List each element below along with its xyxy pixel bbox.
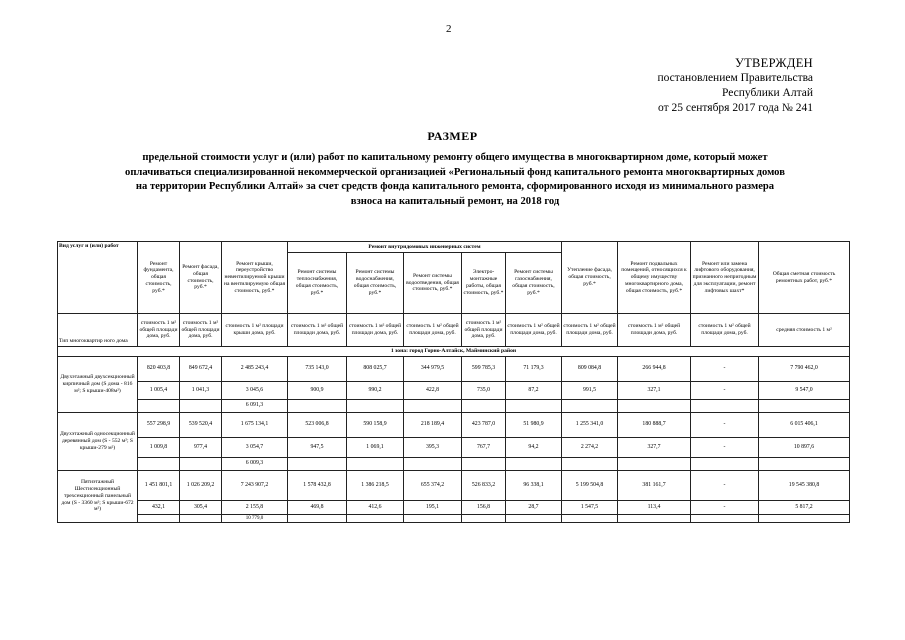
table-cell: 808 025,7 — [347, 356, 404, 381]
row-header-title: Тип многоквартир ного дома — [58, 314, 138, 347]
table-cell: 344 979,5 — [404, 356, 462, 381]
table-cell: 6 015 406,1 — [759, 412, 850, 437]
table-cell: 422,8 — [404, 381, 462, 399]
table-cell: 113,4 — [618, 500, 691, 514]
table-cell: 180 888,7 — [618, 412, 691, 437]
table-cell: 7 790 462,0 — [759, 356, 850, 381]
table-cell: 9 547,0 — [759, 381, 850, 399]
table-cell: 305,4 — [180, 500, 222, 514]
table-cell: 735,0 — [462, 381, 506, 399]
page-number: 2 — [446, 23, 452, 35]
house-type-label: Двухэтажный двухсекционный кирпичный дом (S дома - 816 м²; S крыши-408м²) — [58, 356, 138, 412]
table-cell: 195,1 — [404, 500, 462, 514]
table-cell: 1 451 801,1 — [138, 470, 180, 500]
table-cell: 87,2 — [506, 381, 562, 399]
col-header: Ремонт или замена лифтового оборудования, признанного непригодным для эксплуатации, ремонт лифтовых шахт* — [691, 242, 759, 314]
table-cell: 432,1 — [138, 500, 180, 514]
col-header: Ремонт системы газоснабжения, общая стоимость, руб.* — [506, 253, 562, 314]
table-cell: 655 374,2 — [404, 470, 462, 500]
table-cell: 2 155,8 — [222, 500, 288, 514]
col-header: Ремонт системы теплоснабжения, общая стоимость, руб.* — [288, 253, 347, 314]
approval-title: УТВЕРЖДЕН — [734, 56, 813, 70]
table-cell: - — [691, 470, 759, 500]
col-header: Ремонт фасада, общая стоимость, руб.* — [180, 242, 222, 314]
table-cell: 5 817,2 — [759, 500, 850, 514]
table-cell: - — [691, 437, 759, 457]
table-cell: 51 980,9 — [506, 412, 562, 437]
approval-line-2: Республики Алтай — [721, 87, 813, 99]
doc-title: РАЗМЕР — [427, 129, 478, 143]
table-cell: 900,9 — [288, 381, 347, 399]
table-cell: 218 189,4 — [404, 412, 462, 437]
col-header: Утепление фасада, общая стоимость, руб.* — [562, 242, 618, 314]
table-cell: - — [691, 356, 759, 381]
col-header: Ремонт системы водоотведения, общая стоимость, руб.* — [404, 253, 462, 314]
unit-header: стоимость 1 м² общей площади дома, руб. — [180, 314, 222, 347]
subtitle-line: взноса на капитальный ремонт, на 2018 год — [350, 195, 560, 207]
table-cell: 10 779,0 — [222, 514, 288, 522]
table-cell: 3 045,6 — [222, 381, 288, 399]
table-cell: 1 578 432,8 — [288, 470, 347, 500]
table-cell: 19 545 380,8 — [759, 470, 850, 500]
table-cell: 1 547,5 — [562, 500, 618, 514]
table-cell: 3 054,7 — [222, 437, 288, 457]
table-cell: 523 006,8 — [288, 412, 347, 437]
unit-header: стоимость 1 м² общей площади дома, руб. — [347, 314, 404, 347]
table-cell: 735 143,0 — [288, 356, 347, 381]
table-cell: 423 787,0 — [462, 412, 506, 437]
table-cell: 266 944,8 — [618, 356, 691, 381]
unit-header: средняя стоимость 1 м² — [759, 314, 850, 347]
table-cell: - — [691, 381, 759, 399]
table-cell: 1 675 134,1 — [222, 412, 288, 437]
table-cell: 94,2 — [506, 437, 562, 457]
col-header: Ремонт подвальных помещений, относящихся к общему имуществу многоквартирного дома, общая стоимость, руб.* — [618, 242, 691, 314]
approval-block — [657, 56, 813, 116]
subtitle-line: на территории Республики Алтай» за счет средств фонда капитального ремонта, сформированного исходя из минимального размера — [135, 181, 775, 192]
table-cell: 469,8 — [288, 500, 347, 514]
cost-table — [57, 241, 850, 523]
table-cell: 849 672,4 — [180, 356, 222, 381]
col-header: Ремонт фундамента, общая стоимость, руб.* — [138, 242, 180, 314]
unit-header: стоимость 1 м² общей площади дома, руб. — [462, 314, 506, 347]
table-cell: 327,1 — [618, 381, 691, 399]
table-cell: 1 041,3 — [180, 381, 222, 399]
unit-header: стоимость 1 м² общей площади дома, руб. — [404, 314, 462, 347]
col-header: Электро-монтажные работы, общая стоимость, руб.* — [462, 253, 506, 314]
table-cell: 1 005,4 — [138, 381, 180, 399]
table-cell: 590 158,9 — [347, 412, 404, 437]
table-cell: 526 833,2 — [462, 470, 506, 500]
table-cell: 947,5 — [288, 437, 347, 457]
table-cell: 327,7 — [618, 437, 691, 457]
table-cell: - — [691, 500, 759, 514]
table-cell: 381 161,7 — [618, 470, 691, 500]
unit-header: стоимость 1 м² общей площади дома, руб. — [138, 314, 180, 347]
doc-subtitle — [70, 151, 840, 209]
approval-line-3: от 25 сентября 2017 года № 241 — [658, 102, 813, 114]
subtitle-line: оплачиваться специализированной некоммерческой организацией «Региональный фонд капитального ремонта многоквартирных домов — [125, 166, 785, 178]
table-cell: 28,7 — [506, 500, 562, 514]
table-cell: 539 520,4 — [180, 412, 222, 437]
table-cell: 156,8 — [462, 500, 506, 514]
table-cell: 809 084,8 — [562, 356, 618, 381]
unit-header: стоимость 1 м² общей площади дома, руб. — [506, 314, 562, 347]
unit-header: стоимость 1 м² общей площади дома, руб. — [618, 314, 691, 347]
approval-line-1: постановлением Правительства — [657, 72, 813, 84]
corner-header: Вид услуг и (или) работ — [58, 242, 138, 314]
table-cell: 6 091,3 — [222, 399, 288, 412]
col-header: Общая сметная стоимость ремонтных работ, руб.* — [759, 242, 850, 314]
table-cell: 2 485 243,4 — [222, 356, 288, 381]
table-cell: 1 026 209,2 — [180, 470, 222, 500]
col-header: Ремонт крыши, переустройство невентилируемой крыши на вентилируемую общая стоимость, руб.* — [222, 242, 288, 314]
table-cell: 767,7 — [462, 437, 506, 457]
table-cell: 990,2 — [347, 381, 404, 399]
table-cell: 6 009,3 — [222, 457, 288, 470]
table-cell: 977,4 — [180, 437, 222, 457]
zone-row: 1 зона: город Горно-Алтайск, Майминский район — [58, 347, 850, 357]
unit-header: стоимость 1 м² общей площади дома, руб. — [562, 314, 618, 347]
table-cell: - — [691, 412, 759, 437]
unit-header: стоимость 1 м² общей площади дома, руб. — [288, 314, 347, 347]
table-cell: 991,5 — [562, 381, 618, 399]
table-cell: 7 243 907,2 — [222, 470, 288, 500]
house-type-label: Двухэтажный односекционный деревянный дом (S - 552 м²; S крыши-279 м²) — [58, 412, 138, 470]
subtitle-line: предельной стоимости услуг и (или) работ по капитальному ремонту общего имущества в многоквартирном доме, который может — [142, 152, 768, 163]
table-cell: 1 009,8 — [138, 437, 180, 457]
house-type-label: Пятиэтажный Шестисекционный трехсекционный панельный дом (S - 3360 м²; S крыши-672 м²) — [58, 470, 138, 522]
unit-header: стоимость 1 м² площади крыши дома, руб. — [222, 314, 288, 347]
table-cell: 820 403,8 — [138, 356, 180, 381]
table-cell: 10 897,6 — [759, 437, 850, 457]
table-cell: 599 785,3 — [462, 356, 506, 381]
group-header-internal-systems: Ремонт внутридомовых инженерных систем — [288, 242, 562, 253]
table-cell: 1 386 218,5 — [347, 470, 404, 500]
table-cell: 1 255 341,0 — [562, 412, 618, 437]
table-cell: 395,3 — [404, 437, 462, 457]
table-cell: 557 298,9 — [138, 412, 180, 437]
table-cell: 5 199 504,8 — [562, 470, 618, 500]
table-cell: 2 274,2 — [562, 437, 618, 457]
col-header: Ремонт системы водоснабжения, общая стоимость, руб.* — [347, 253, 404, 314]
table-cell: 412,6 — [347, 500, 404, 514]
table-cell: 96 338,1 — [506, 470, 562, 500]
table-cell: 1 069,1 — [347, 437, 404, 457]
table-cell: 71 179,3 — [506, 356, 562, 381]
unit-header: стоимость 1 м² общей площади дома, руб. — [691, 314, 759, 347]
